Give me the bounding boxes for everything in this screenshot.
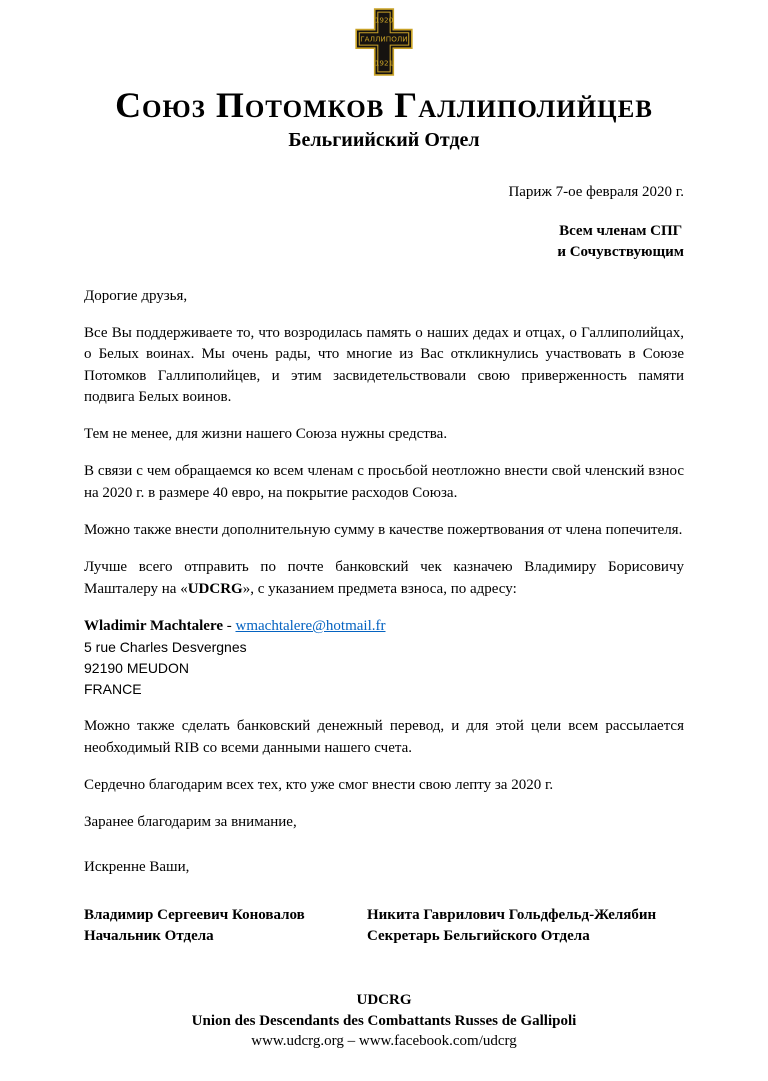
address-street: 5 rue Charles Desvergnes bbox=[84, 639, 247, 656]
body-paragraph: В связи с чем обращаемся ко всем членам с просьбой неотложно внести свой членский взнос на 2020 г. в размере 40 евро, на покрытие расходов Союза. bbox=[84, 463, 684, 501]
letter-footer bbox=[0, 990, 768, 1051]
addressee-line-2: и Сочувствующим bbox=[557, 244, 684, 261]
signatory-title: Начальник Отдела bbox=[84, 927, 214, 944]
signature-block bbox=[84, 905, 684, 947]
body-paragraph: Можно также сделать банковский денежный перевод, и для этой цели всем рассылается необходимый RIB со всеми данными нашего счета. bbox=[84, 718, 684, 756]
footer-org-full: Union des Descendants des Combattants Russes de Gallipoli bbox=[191, 1012, 577, 1029]
footer-org-short: UDCRG bbox=[356, 992, 412, 1009]
body-paragraph: Искренне Ваши, bbox=[84, 859, 190, 876]
organization-title: Союз Потомков Галлиполийцев bbox=[115, 85, 653, 125]
payment-text-pre: Лучше всего отправить по почте банковский чек казначею Владимиру Борисовичу Машталеру на « bbox=[84, 559, 684, 597]
emblem-name: ГАЛЛИПОЛИ bbox=[360, 35, 408, 44]
addressee-block bbox=[84, 221, 684, 264]
signatory-name: Никита Гаврилович Гольдфельд-Желябин bbox=[367, 906, 657, 923]
signatory-name: Владимир Сергеевич Коновалов bbox=[84, 906, 305, 923]
body-paragraph: Сердечно благодарим всех тех, кто уже смог внести свою лепту за 2020 г. bbox=[84, 776, 554, 793]
body-paragraph: Все Вы поддерживаете то, что возродилась память о наших дедах и отцах, о Галлиполийцах, о Белых воинах. Мы очень рады, что многие из Вас откликнулись участвовать в Союзе Потомков Галлиполийцев, и этим засвидетельствовали свою приверженность памяти подвига Белых воинов. bbox=[84, 324, 684, 405]
name-email-separator: - bbox=[223, 617, 236, 634]
letter-content bbox=[84, 182, 684, 947]
payment-paragraph bbox=[84, 557, 684, 600]
salutation: Дорогие друзья, bbox=[84, 287, 188, 304]
signatory-title: Секретарь Бельгийского Отдела bbox=[367, 927, 590, 944]
emblem-container bbox=[0, 0, 768, 81]
address-city: 92190 MEUDON bbox=[84, 660, 190, 677]
treasurer-name-line bbox=[84, 616, 684, 637]
department-subtitle: Бельгиийский Отдел bbox=[288, 128, 480, 151]
body-paragraph: Тем не менее, для жизни нашего Союза нужны средства. bbox=[84, 426, 448, 443]
treasurer-address-block bbox=[84, 616, 684, 700]
signature-right bbox=[367, 905, 684, 947]
treasurer-email-link[interactable]: wmachtalere@hotmail.fr bbox=[235, 617, 386, 634]
emblem-year-bottom: 1921 bbox=[374, 58, 394, 68]
footer-links: www.udcrg.org – www.facebook.com/udcrg bbox=[251, 1032, 517, 1049]
payment-text-post: », с указанием предмета взноса, по адресу: bbox=[242, 580, 517, 597]
date-line: Париж 7-ое февраля 2020 г. bbox=[508, 183, 684, 200]
addressee-line-1: Всем членам СПГ bbox=[559, 223, 683, 240]
address-country: FRANCE bbox=[84, 681, 142, 698]
gallipoli-cross-emblem bbox=[355, 8, 413, 76]
payment-org-bold: UDCRG bbox=[187, 580, 243, 597]
signature-left bbox=[84, 905, 367, 947]
body-paragraph: Заранее благодарим за внимание, bbox=[84, 814, 297, 831]
emblem-year-top: 1920 bbox=[374, 15, 394, 25]
body-paragraph: Можно также внести дополнительную сумму в качестве пожертвования от члена попечителя. bbox=[84, 522, 683, 539]
treasurer-name: Wladimir Machtalere bbox=[84, 617, 223, 634]
